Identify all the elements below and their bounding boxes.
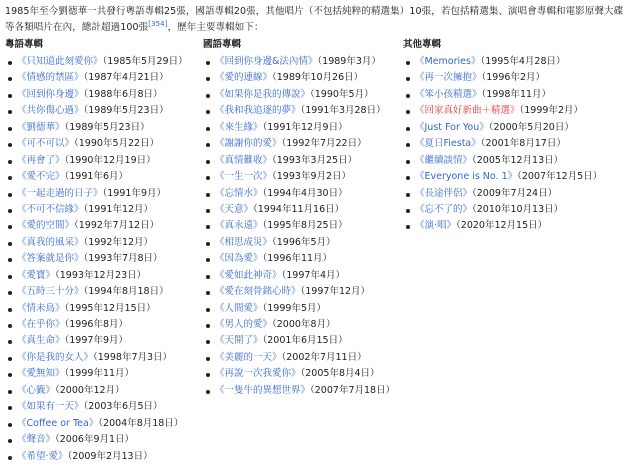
album-link[interactable]: 《因為愛》 (215, 253, 263, 265)
album-link[interactable]: 《愛的空間》 (17, 220, 75, 232)
album-link[interactable]: 《真我的風采》 (17, 236, 84, 248)
album-release-date: （2000年12月） (55, 384, 125, 396)
album-release-date: （1988年6月8日） (83, 88, 163, 100)
album-link[interactable]: 《男人的愛》 (215, 319, 273, 330)
album-list-item (5, 153, 215, 169)
album-list-item (5, 399, 215, 415)
album-link[interactable]: 《可不可以》 (17, 138, 75, 150)
album-release-date: （1993年9月2日） (272, 171, 352, 183)
album-release-date: （1993年12月23日） (55, 269, 147, 281)
album-release-date: （1990年12月19日） (64, 154, 156, 166)
cantonese-albums-column (5, 38, 215, 465)
album-release-date: （1995年12月15日） (64, 302, 156, 314)
album-release-date: （2007年12月5日） (517, 171, 603, 183)
album-release-date: （2010年10月13日） (472, 203, 564, 215)
album-list-item (403, 70, 633, 86)
album-release-date: （1993年3月25日） (272, 154, 358, 166)
album-release-date: （1989年10月26日） (272, 72, 364, 84)
album-list-item (203, 366, 403, 382)
album-link[interactable]: 《真生命》 (17, 335, 65, 347)
album-release-date: （1990年5月） (310, 88, 374, 100)
album-list-item (203, 383, 403, 399)
album-release-date: （1991年6月） (64, 171, 128, 183)
album-link[interactable]: 《五時三十分》 (17, 286, 84, 298)
album-release-date: （1991年3月28日） (300, 105, 386, 117)
album-list-item (5, 284, 215, 300)
album-list-item (5, 103, 215, 119)
album-release-date: （1997年9月） (64, 335, 128, 347)
album-list-item (403, 186, 633, 202)
album-link[interactable]: 《心籤》 (17, 384, 56, 396)
column-heading: 粵語專輯 (5, 39, 44, 50)
album-list-item (5, 333, 215, 349)
album-link[interactable]: 《在乎你》 (17, 319, 65, 330)
album-link[interactable]: 《再一次擁抱》 (415, 72, 482, 84)
album-link[interactable]: 《回到你身邊&法內情》 (215, 56, 318, 67)
album-link[interactable]: 《Memories》 (415, 56, 481, 67)
album-release-date: （1989年5月23日） (83, 105, 169, 117)
album-list-item (203, 54, 403, 70)
album-link[interactable]: 《Just For You》 (415, 121, 489, 133)
album-list-item (403, 218, 633, 234)
album-link[interactable]: 《人間愛》 (215, 302, 263, 314)
album-link[interactable]: 《你是我的女人》 (17, 351, 94, 363)
intro-text: 1985年至今劉德華一共發行粵語專輯25張，國語專輯20張，其他唱片（不包括純粹的精選集）10張，若包括精選集、演唱會專輯和電影原聲大碟等各類唱片在內，總計超過100張 (5, 6, 624, 33)
album-link[interactable]: 《美麗的一天》 (215, 351, 282, 363)
album-list (403, 54, 633, 235)
album-list-item (5, 202, 215, 218)
album-link[interactable]: 《共你傷心過》 (17, 105, 84, 117)
album-list-item (5, 120, 215, 136)
album-link[interactable]: 《答案就是你》 (17, 253, 84, 265)
album-release-date: （1994年11月16日） (253, 203, 345, 215)
album-link[interactable]: 《再說一次我愛你》 (215, 368, 301, 380)
other-albums-column (403, 38, 633, 235)
reference-link[interactable]: [354] (148, 19, 168, 28)
album-link[interactable]: 《一生一次》 (215, 171, 273, 183)
album-link-missing[interactable]: 《回家真好新曲＋精選》 (415, 105, 520, 117)
album-release-date: （1998年11月） (481, 88, 552, 100)
album-link[interactable]: 《夏日Fiesta》 (415, 138, 481, 150)
album-link[interactable]: 《愛不完》 (17, 171, 65, 183)
album-link[interactable]: 《Coffee or Tea》 (17, 417, 99, 429)
album-link[interactable]: 《情未鳥》 (17, 302, 65, 314)
album-release-date: （1991年12月9日） (262, 121, 348, 133)
album-link[interactable]: 《聲音》 (17, 434, 56, 446)
album-release-date: （1991年9月） (102, 187, 166, 199)
album-list-item (403, 136, 633, 152)
album-list-item (403, 120, 633, 136)
album-list-item (403, 153, 633, 169)
album-list (5, 54, 215, 465)
album-release-date: （1996年2月） (481, 72, 545, 84)
album-link[interactable]: 《回到你身邊》 (17, 88, 84, 100)
album-release-date: （1999年5月） (262, 302, 326, 314)
album-list-item (5, 136, 215, 152)
album-release-date: （1989年5月23日） (64, 121, 150, 133)
album-list-item (5, 449, 215, 465)
album-list-item (203, 169, 403, 185)
album-list-item (203, 103, 403, 119)
album-release-date: （1996年11月） (262, 253, 333, 265)
album-list-item (203, 350, 403, 366)
album-release-date: （2020年12月15日） (456, 220, 548, 232)
album-link[interactable]: 《愛如此神奇》 (215, 269, 282, 281)
album-link[interactable]: 《愛在刻骨銘心時》 (215, 286, 301, 298)
album-list-item (5, 366, 215, 382)
album-list-item (5, 70, 215, 86)
album-list-item (5, 218, 215, 234)
album-release-date: （1989年3月） (317, 56, 381, 67)
album-link[interactable]: 《愛無知》 (17, 368, 65, 380)
album-list-item (203, 333, 403, 349)
album-list-item (203, 136, 403, 152)
column-heading: 國語專輯 (203, 39, 242, 50)
album-release-date: （2005年8月4日） (300, 368, 380, 380)
album-list-item (203, 301, 403, 317)
album-link[interactable]: 《天開了》 (215, 335, 263, 347)
album-list-item (403, 87, 633, 103)
album-list-item (5, 268, 215, 284)
album-link[interactable]: 《真永遠》 (215, 220, 263, 232)
album-release-date: （1998年7月3日） (93, 351, 173, 363)
album-release-date: （1993年7月8日） (83, 253, 163, 265)
album-link[interactable]: 《希望·愛》 (17, 450, 68, 462)
album-link[interactable]: 《謝謝你的愛》 (215, 138, 282, 150)
album-link[interactable]: 《情感的禁區》 (17, 72, 84, 84)
intro-paragraph (5, 4, 630, 36)
album-list-item (5, 416, 215, 432)
album-link[interactable]: 《只知道此刻愛你》 (17, 56, 103, 67)
album-list-item (203, 235, 403, 251)
album-link[interactable]: 《我和我追逐的夢》 (215, 105, 301, 117)
album-release-date: （1997年4月） (281, 269, 345, 281)
album-list-item (203, 202, 403, 218)
album-release-date: （1995年4月28日） (480, 56, 566, 67)
album-list-item (203, 120, 403, 136)
album-list-item (203, 251, 403, 267)
album-release-date: （1996年8月） (64, 319, 128, 330)
album-list-item (203, 284, 403, 300)
album-list-item (5, 350, 215, 366)
album-list-item (5, 54, 215, 70)
album-release-date: （1994年4月30日） (262, 187, 348, 199)
album-list-item (5, 383, 215, 399)
album-link[interactable]: 《愛寶》 (17, 269, 56, 281)
album-list-item (5, 301, 215, 317)
album-release-date: （1992年12月） (83, 236, 154, 248)
intro-text-end: ，歷年主要專輯如下： (167, 22, 264, 33)
album-link[interactable]: 《長途伴侶》 (415, 187, 473, 199)
album-release-date: （2009年7月24日） (472, 187, 558, 199)
album-link[interactable]: 《忘情水》 (215, 187, 263, 199)
column-heading: 其他專輯 (403, 39, 442, 50)
album-list-item (403, 169, 633, 185)
album-link[interactable]: 《如果你是我的傳說》 (215, 88, 311, 100)
album-list-item (403, 54, 633, 70)
album-list-item (403, 202, 633, 218)
album-link[interactable]: 《演·唱》 (415, 220, 457, 232)
album-list-item (5, 87, 215, 103)
album-release-date: （1985年5月29日） (102, 56, 188, 67)
album-list-item (203, 153, 403, 169)
album-list-item (203, 317, 403, 333)
album-release-date: （2002年7月11日） (281, 351, 367, 363)
album-link[interactable]: 《繼續談情》 (415, 154, 473, 166)
album-list-item (203, 87, 403, 103)
album-list-item (5, 251, 215, 267)
album-link[interactable]: 《再會了》 (17, 154, 65, 166)
album-link[interactable]: 《不可不信緣》 (17, 203, 84, 215)
album-release-date: （1999年11月） (64, 368, 135, 380)
album-release-date: （2007年7月18日） (310, 384, 396, 396)
album-release-date: （1996年5月） (272, 236, 336, 248)
album-release-date: （1994年8月18日） (83, 286, 169, 298)
album-release-date: （1990年5月22日） (74, 138, 160, 150)
album-release-date: （2000年8月） (272, 319, 336, 330)
album-release-date: （1999年2月） (519, 105, 583, 117)
album-link[interactable]: 《如果有一天》 (17, 401, 84, 413)
album-link[interactable]: 《忘不了的》 (415, 203, 473, 215)
album-list-item (5, 186, 215, 202)
album-link[interactable]: 《真情難收》 (215, 154, 273, 166)
album-release-date: （2005年12月13日） (472, 154, 564, 166)
album-list-item (203, 218, 403, 234)
album-link[interactable]: 《一隻牛的異想世界》 (215, 384, 311, 396)
album-release-date: （1987年4月21日） (83, 72, 169, 84)
album-list-item (203, 268, 403, 284)
album-link[interactable]: 《一起走過的日子》 (17, 187, 103, 199)
album-list-item (203, 186, 403, 202)
album-release-date: （2001年8月17日） (480, 138, 566, 150)
album-release-date: （2003年6月5日） (83, 401, 163, 413)
album-link[interactable]: 《天意》 (215, 203, 254, 215)
album-list-item (5, 235, 215, 251)
album-release-date: （2006年9月1日） (55, 434, 135, 446)
album-release-date: （1991年12月） (83, 203, 154, 215)
album-release-date: （1992年7月12日） (74, 220, 160, 232)
album-link[interactable]: 《Everyone is No. 1》 (415, 171, 518, 183)
album-release-date: （2009年2月13日） (67, 450, 153, 462)
album-link[interactable]: 《劉德華》 (17, 121, 65, 133)
album-list-item (5, 169, 215, 185)
album-release-date: （1995年8月25日） (262, 220, 348, 232)
album-link[interactable]: 《愛的連線》 (215, 72, 273, 84)
album-release-date: （1992年7月22日） (281, 138, 367, 150)
mandarin-albums-column (203, 38, 403, 399)
album-release-date: （2000年5月20日） (488, 121, 574, 133)
album-release-date: （2004年8月18日） (98, 417, 184, 429)
album-release-date: （2001年6月15日） (262, 335, 348, 347)
album-link[interactable]: 《笨小孩精選》 (415, 88, 482, 100)
album-link[interactable]: 《相思成災》 (215, 236, 273, 248)
album-release-date: （1997年12月） (300, 286, 371, 298)
album-link[interactable]: 《來生緣》 (215, 121, 263, 133)
album-list-item (5, 432, 215, 448)
album-list (203, 54, 403, 399)
album-list-item (403, 103, 633, 119)
album-list-item (203, 70, 403, 86)
album-list-item (5, 317, 215, 333)
